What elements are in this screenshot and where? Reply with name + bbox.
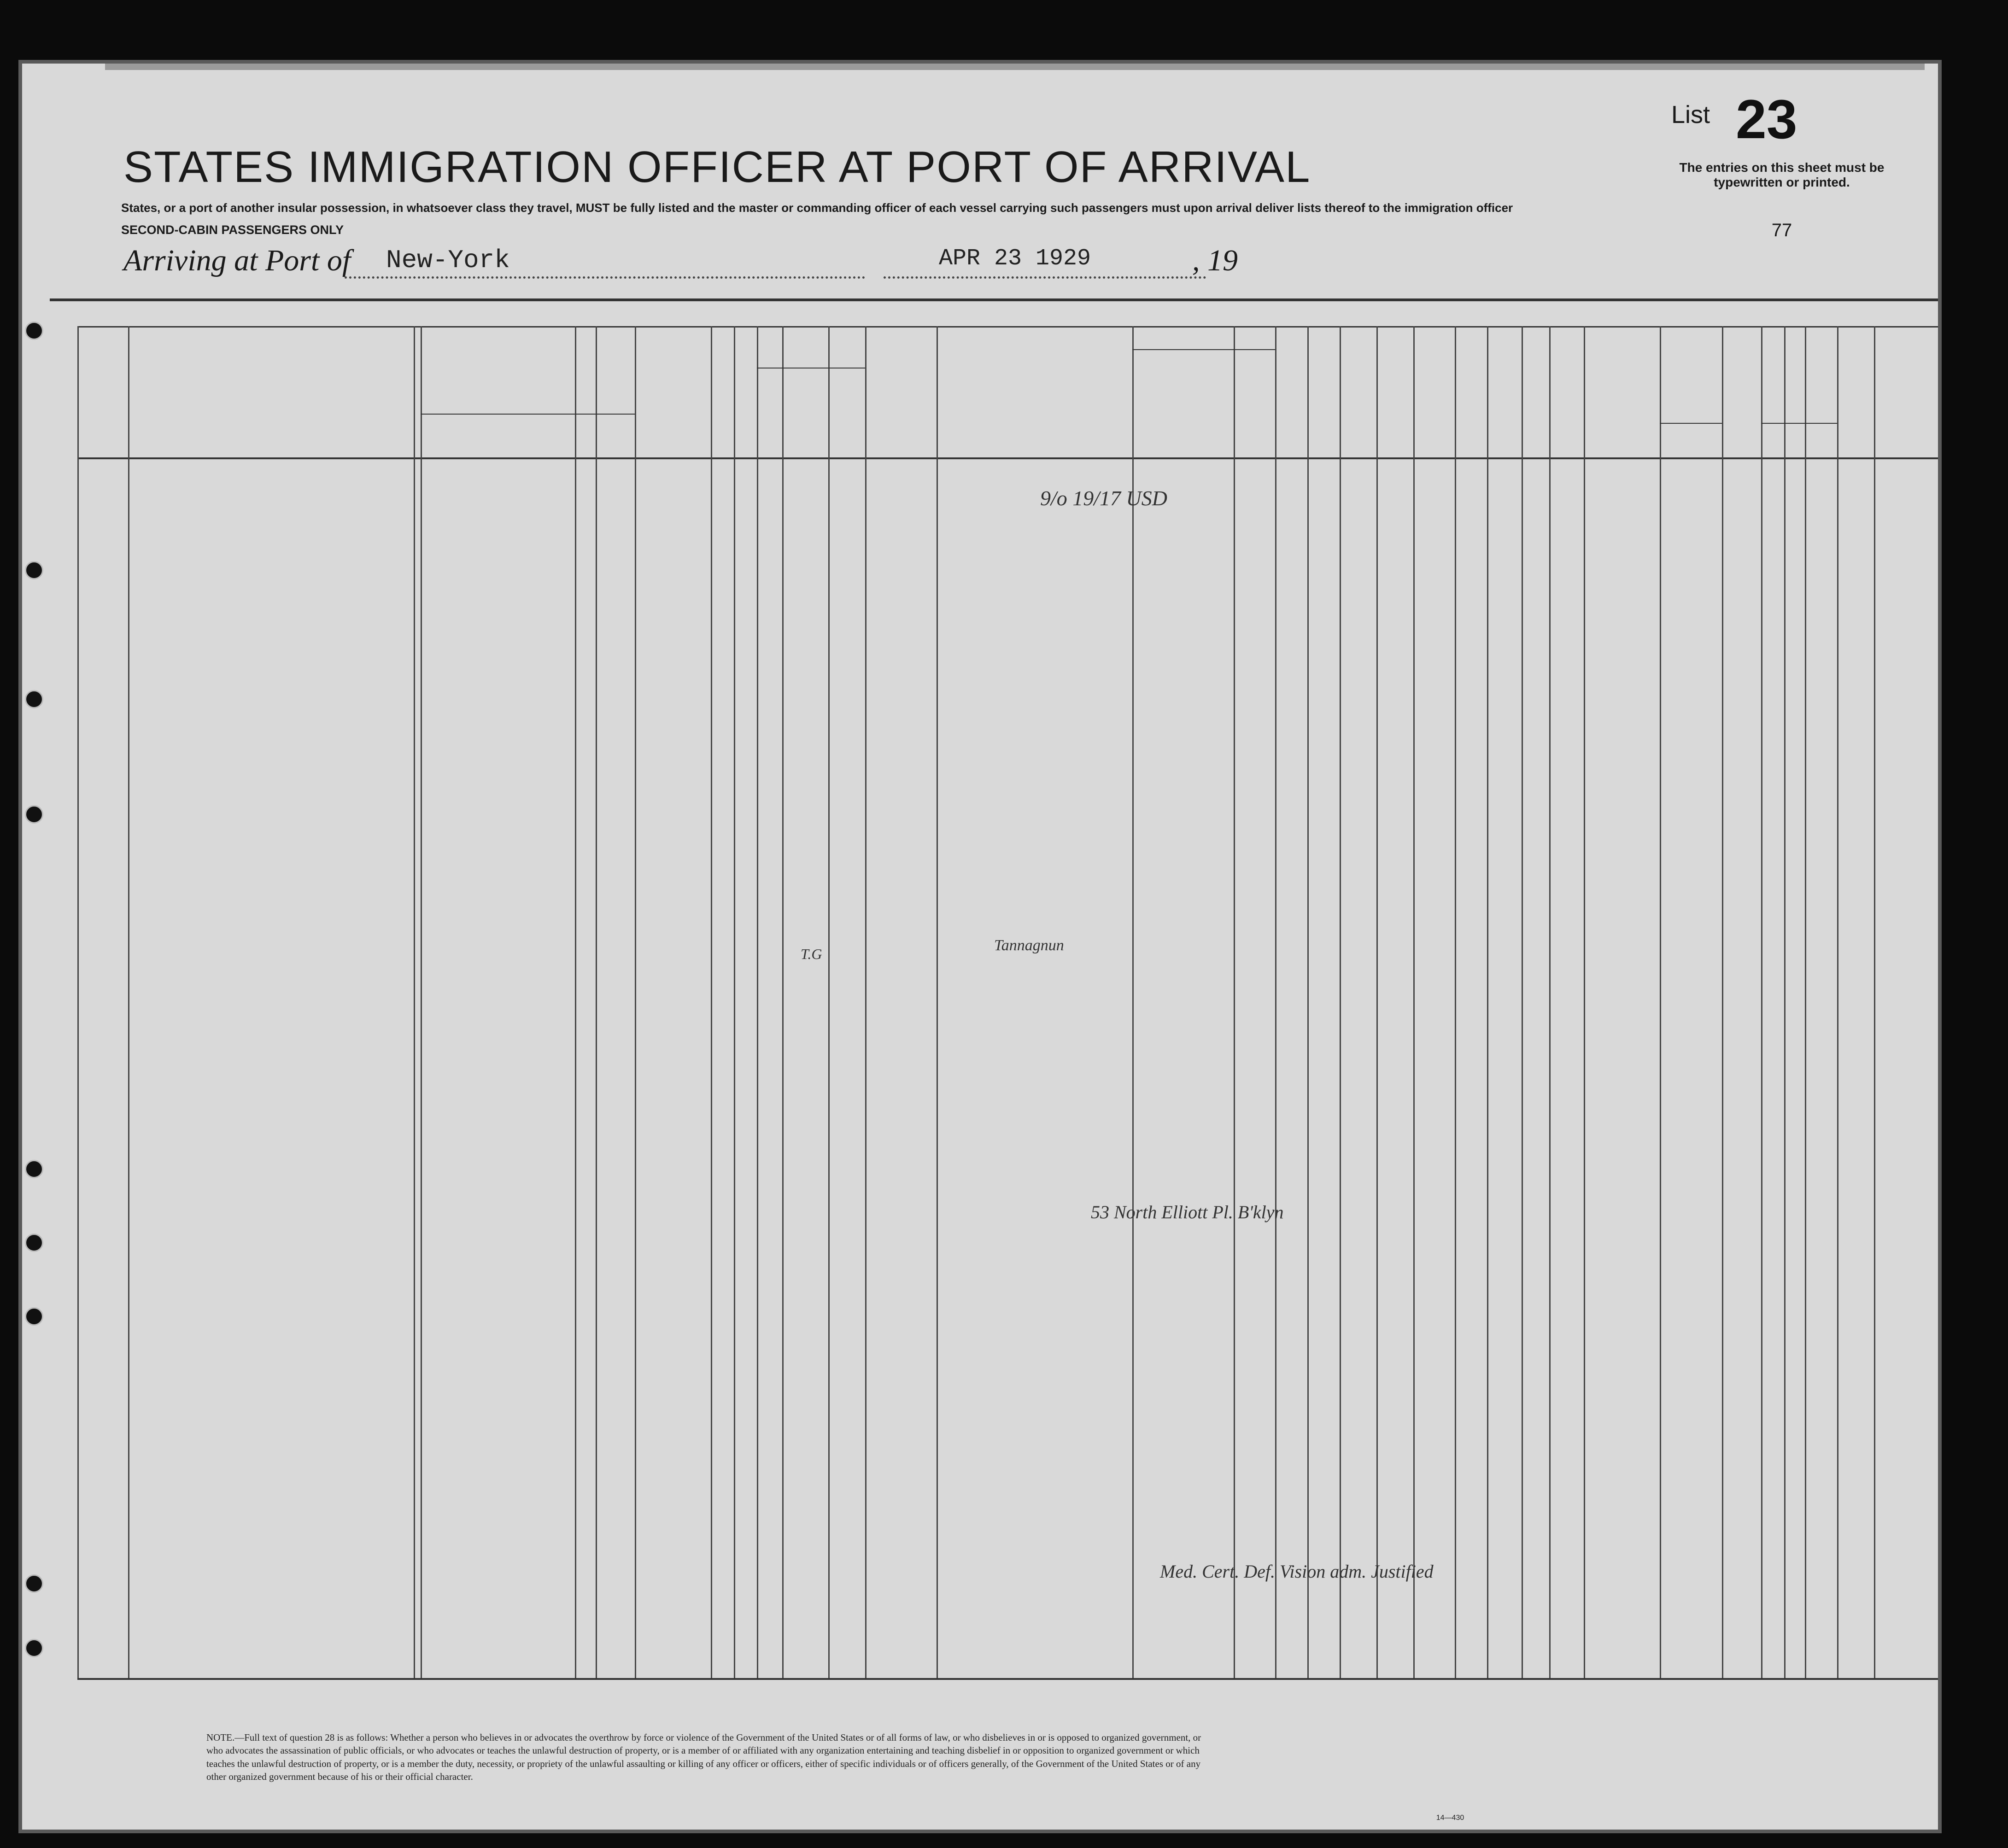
column-rule xyxy=(1549,326,1551,1678)
column-subheader xyxy=(828,423,865,441)
column-rule xyxy=(635,326,636,1678)
column-rule xyxy=(1455,326,1456,1678)
column-rule xyxy=(1132,326,1134,1678)
column-rule xyxy=(1660,326,1661,1678)
column-rule xyxy=(596,326,597,1678)
column-rule xyxy=(937,326,938,1678)
column-rule xyxy=(421,326,422,1678)
column-rule xyxy=(711,326,712,1678)
footnote-question-28: NOTE.—Full text of question 28 is as follows: Whether a person who believes in or advocates the overthrow by force or violence of the Government of the United States or of all forms of law, or who disbelieves in or is opposed to organized government, or who advocates the assassination of public officials, or who advocates or teaches the unlawful destruction of property, or is a member of or affiliated with any organization entertaining and teaching disbelief in or opposition to organized government or which teaches the unlawful destruction of property, or is a member the duty, necessity, or propriety of the unlawful assaulting or killing of any officer or officers, either of specific individuals or of officers generally, of the Government of the United States or of any other organized government because of his or their official character. xyxy=(206,1732,1201,1783)
typewritten-instruction: The entries on this sheet must be typewritten or printed. xyxy=(1679,160,1885,189)
column-rule xyxy=(1234,326,1235,1678)
port-label: Arriving at Port of xyxy=(123,244,351,277)
column-rule xyxy=(734,326,735,1678)
column-rule xyxy=(1938,326,1940,1678)
handwritten-note-row1: 9/o 19/17 USD xyxy=(1040,486,1167,510)
column-rule xyxy=(1837,326,1838,1678)
column-subheader xyxy=(757,409,782,427)
handwritten-note-row13: Tannagnun xyxy=(994,937,1064,954)
binder-hole xyxy=(25,1639,43,1657)
date-underline xyxy=(884,276,1206,279)
column-header xyxy=(1660,333,1722,409)
column-subheader xyxy=(1660,432,1690,450)
form-number: 14—430 xyxy=(1436,1814,1464,1822)
port-underline xyxy=(345,276,865,279)
arrival-date: APR 23 1929 xyxy=(939,246,1091,272)
subheader-rule xyxy=(1132,349,1275,350)
column-header xyxy=(1522,377,1584,453)
binder-hole xyxy=(25,805,43,824)
column-rule xyxy=(1784,326,1786,1678)
column-subheader xyxy=(1690,432,1722,450)
column-rule xyxy=(782,326,784,1678)
column-subheader xyxy=(782,386,828,404)
column-rule xyxy=(1722,326,1723,1678)
column-header xyxy=(1761,333,1837,409)
column-rule xyxy=(1275,326,1276,1678)
column-rule xyxy=(1761,326,1762,1678)
page-reference: 77 xyxy=(1771,220,1792,240)
subheader-rule xyxy=(1761,423,1837,424)
form-subtitle: States, or a port of another insular possession, in whatsoever class they travel, MUST be fully listed and the master or commanding officer of each vessel carrying such passengers must upon arrival deliver lists thereof to the immigration officer xyxy=(121,201,1513,215)
binder-hole xyxy=(25,1234,43,1252)
column-header xyxy=(1837,377,1936,453)
column-subheader xyxy=(497,423,566,441)
column-rule xyxy=(1376,326,1378,1678)
port-value: New-York xyxy=(386,246,510,275)
column-rule xyxy=(1307,326,1309,1678)
list-number: 23 xyxy=(1736,88,1797,150)
column-header xyxy=(877,377,1153,453)
table-top-rule xyxy=(50,298,1938,301)
column-header xyxy=(637,377,729,453)
column-header xyxy=(423,333,626,409)
binder-hole xyxy=(25,1160,43,1178)
header-bottom-rule xyxy=(77,457,1938,459)
subheader-rule xyxy=(421,414,635,415)
subheader-rule xyxy=(1660,423,1722,424)
column-subheader xyxy=(1761,432,1798,450)
handwritten-note-row30: Med. Cert. Def. Vision adm. Justified xyxy=(1160,1561,1434,1582)
manifest-page xyxy=(18,60,1942,1833)
handwritten-note-row20: 53 North Elliott Pl. B'klyn xyxy=(1091,1202,1284,1222)
column-header xyxy=(1132,333,1277,370)
form-title: STATES IMMIGRATION OFFICER AT PORT OF ARRIVAL xyxy=(123,142,1311,192)
column-rule xyxy=(1340,326,1341,1678)
column-subheader xyxy=(427,423,464,441)
column-rule xyxy=(128,326,129,1678)
column-header xyxy=(80,377,128,453)
column-rule xyxy=(414,326,415,1678)
column-rule xyxy=(1874,326,1875,1678)
column-rule xyxy=(1584,326,1585,1678)
handwritten-note-tg: T.G xyxy=(801,946,822,962)
column-rule xyxy=(1522,326,1523,1678)
column-header xyxy=(1722,377,1761,453)
cabin-class: SECOND-CABIN PASSENGERS ONLY xyxy=(121,223,344,237)
table-bottom-rule xyxy=(77,1678,1938,1680)
year-label: , 19 xyxy=(1192,244,1238,277)
column-rule xyxy=(1805,326,1806,1678)
binder-hole xyxy=(25,1574,43,1593)
form-header xyxy=(22,64,1942,386)
column-rule xyxy=(1413,326,1415,1678)
column-rule xyxy=(828,326,830,1678)
column-header xyxy=(133,377,409,453)
list-label: List xyxy=(1671,101,1710,129)
column-rule xyxy=(1487,326,1488,1678)
column-number-rule xyxy=(77,326,1938,327)
binder-hole xyxy=(25,561,43,579)
column-rule xyxy=(575,326,576,1678)
column-subheader xyxy=(1798,432,1837,450)
column-header xyxy=(1584,377,1660,453)
binder-hole xyxy=(25,1307,43,1326)
column-rule xyxy=(757,326,758,1678)
column-rule xyxy=(865,326,866,1678)
binder-hole xyxy=(25,690,43,708)
column-rule xyxy=(77,326,79,1678)
